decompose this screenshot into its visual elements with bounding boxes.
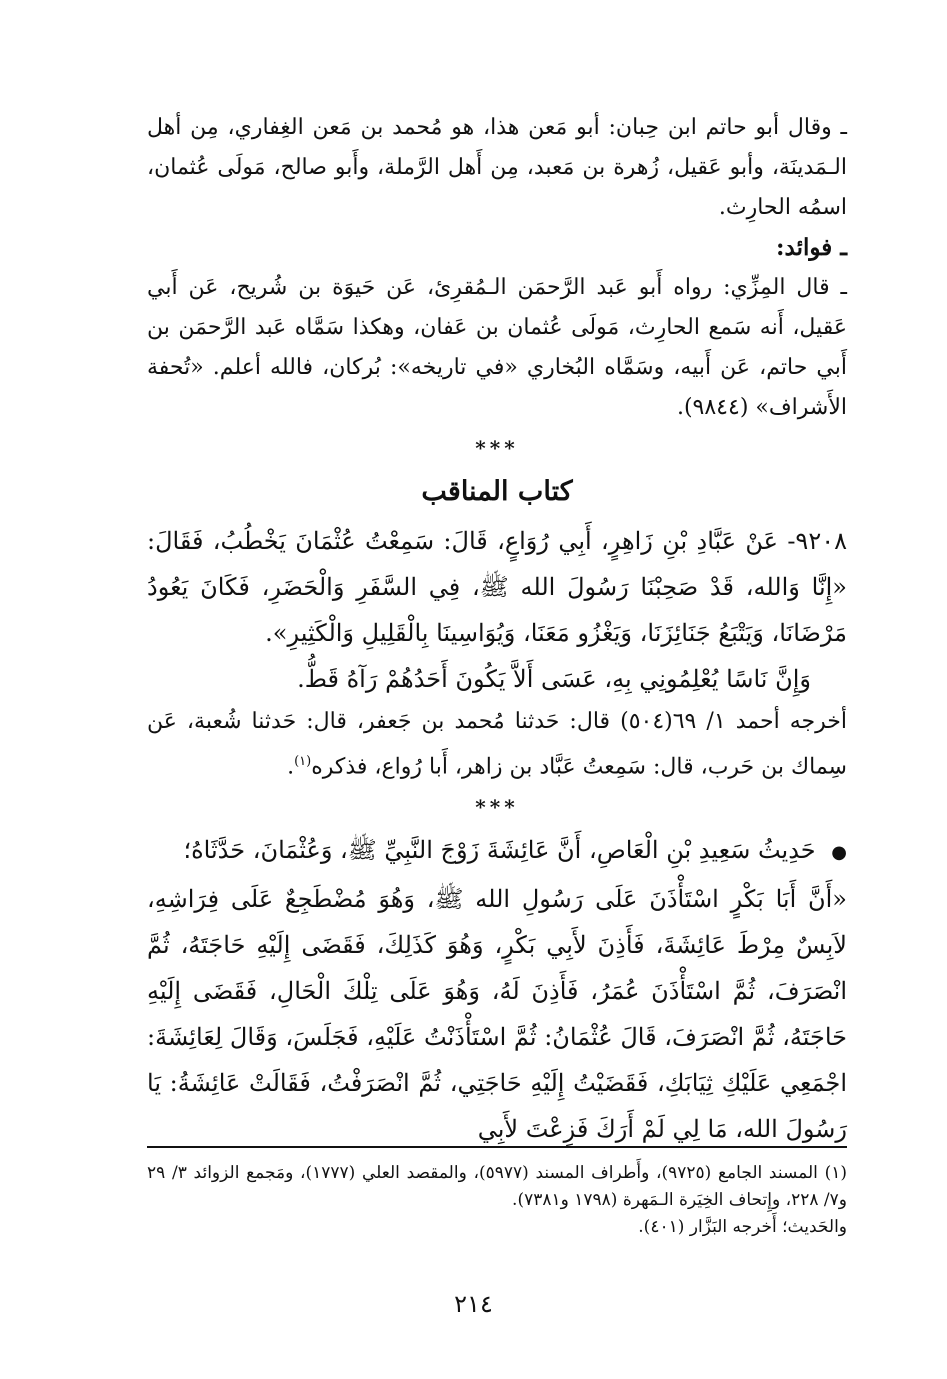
hadith-text: عَنْ عَبَّادِ بْنِ زَاهِرٍ، أَبِي رُوَاعٍ، قَالَ: سَمِعْتُ عُثْمَانَ يَخْطُبُ، فَقَالَ: «إِنَّا وَالله، قَدْ صَحِبْنَا رَسُولَ الله ﷺ، فِي السَّفَرِ وَالْحَضَرِ، فَكَانَ يَعُودُ مَرْضَانَا، وَيَتْبَعُ جَنَائِزَنَا، وَيَغْزُو مَعَنَا، وَيُوَاسِينَا بِالْقَلِيلِ وَالْكَثِيرِ». bbox=[147, 527, 847, 647]
takhrij-paragraph bbox=[147, 702, 847, 787]
footnote-marker: (١) bbox=[294, 754, 312, 769]
hadith-9208-continuation: وَإِنَّ نَاسًا يُعْلِمُونِي بِهِ، عَسَى أَلاَّ يَكُونَ أَحَدُهُمْ رَآهُ قَطُّ. bbox=[297, 665, 811, 693]
takhrij-end: . bbox=[287, 754, 295, 780]
footnote-2: والحَديث؛ أَخرجه البَزَّار (٤٠١). bbox=[638, 1217, 847, 1237]
separator-stars-2: *** bbox=[475, 795, 519, 820]
intro-paragraph-2: ـ قال المِزِّي: رواه أَبو عَبد الرَّحمَن الـمُقرِئ، عَن حَيوَة بن شُريح، عَن أَبي عَقيل، أَنه سَمع الحارِث، مَولَى عُثمان بن عَفان، وهكذا سَمَّاه عَبد الرَّحمَن بن أَبي حاتم، عَن أَبيه، وسَمَّاه البُخاري «في تاريخه»: بُركان، فالله أعلم. «تُحفة الأَشراف» (٩٨٤٤). bbox=[147, 275, 847, 420]
separator-stars: *** bbox=[475, 436, 519, 460]
book-title: كتاب المناقب bbox=[421, 476, 573, 507]
footnotes bbox=[147, 1160, 847, 1241]
hadith-2-body: «أَنَّ أَبَا بَكْرٍ اسْتَأْذَنَ عَلَى رَسُولِ الله ﷺ، وَهُوَ مُضْطَجِعٌ عَلَى فِرَاشِهِ، لاَبِسٌ مِرْطَ عَائِشَةَ، فَأَذِنَ لأَبِي بَكْرٍ، وَهُوَ كَذَلِكَ، فَقَضَى إِلَيْهِ حَاجَتَهُ، ثُمَّ انْصَرَفَ، ثُمَّ اسْتَأْذَنَ عُمَرُ، فَأَذِنَ لَهُ، وَهُوَ عَلَى تِلْكَ الْحَالِ، فَقَضَى إِلَيْهِ حَاجَتَهُ، ثُمَّ انْصَرَفَ، قَالَ عُثْمَانُ: ثُمَّ اسْتَأْذَنْتُ عَلَيْهِ، فَجَلَسَ، وَقَالَ لِعَائِشَةَ: اجْمَعِي عَلَيْكِ ثِيَابَكِ، فَقَضَيْتُ إِلَيْهِ حَاجَتِي، ثُمَّ انْصَرَفْتُ، فَقَالَتْ عَائِشَةُ: يَا رَسُولَ الله، مَا لِي لَمْ أَرَكَ فَزِعْتَ لأَبِي bbox=[147, 885, 848, 1144]
bullet-icon: ● bbox=[831, 842, 847, 864]
intro-paragraph-1: ـ وقال أبو حاتم ابن حِبان: أبو مَعن هذا، هو مُحمد بن مَعن الغِفاري، مِن أهل الـمَدينَة، وأبو عَقيل، زُهرة بن مَعبد، مِن أَهل الرَّملة، وأَبو صالح، مَولَى عُثمان، اسمُه الحارِث. bbox=[147, 115, 847, 220]
hadith-said-ibn-al-as bbox=[147, 827, 847, 876]
takhrij-text: أخرجه أحمد ١/ ٦٩(٥٠٤) قال: حَدثنا مُحمد بن جَعفر، قال: حَدثنا شُعبة، عَن سِماك بن حَرب، قال: سَمِعتُ عَبَّاد بن زاهر، أَبا رُواع، فذكره bbox=[147, 709, 848, 780]
hadith-number: ٩٢٠٨- bbox=[787, 527, 847, 555]
hadith-9208 bbox=[147, 518, 847, 656]
page-body bbox=[147, 108, 847, 1152]
footnote-divider bbox=[147, 1146, 847, 1148]
hadith-2-text: حَدِيثُ سَعِيدِ بْنِ الْعَاصِ، أَنَّ عَائِشَةَ زَوْجَ النَّبِيِّ ﷺ، وَعُثْمَانَ، حَدَّثَاهُ؛ bbox=[183, 836, 816, 865]
footnote-1: (١) المسند الجامع (٩٧٢٥)، وأَطراف المسند (٥٩٧٧)، والمقصد العلي (١٧٧٧)، ومَجمع الزوائد ٣/ ٢٩ و٧/ ٢٢٨، وإِتحاف الخِيَرة الـمَهرة (١٧٩٨ و٧٣٨١). bbox=[147, 1163, 847, 1210]
page-number: ٢١٤ bbox=[454, 1290, 493, 1318]
fawaid-heading: ـ فوائد: bbox=[776, 234, 847, 261]
